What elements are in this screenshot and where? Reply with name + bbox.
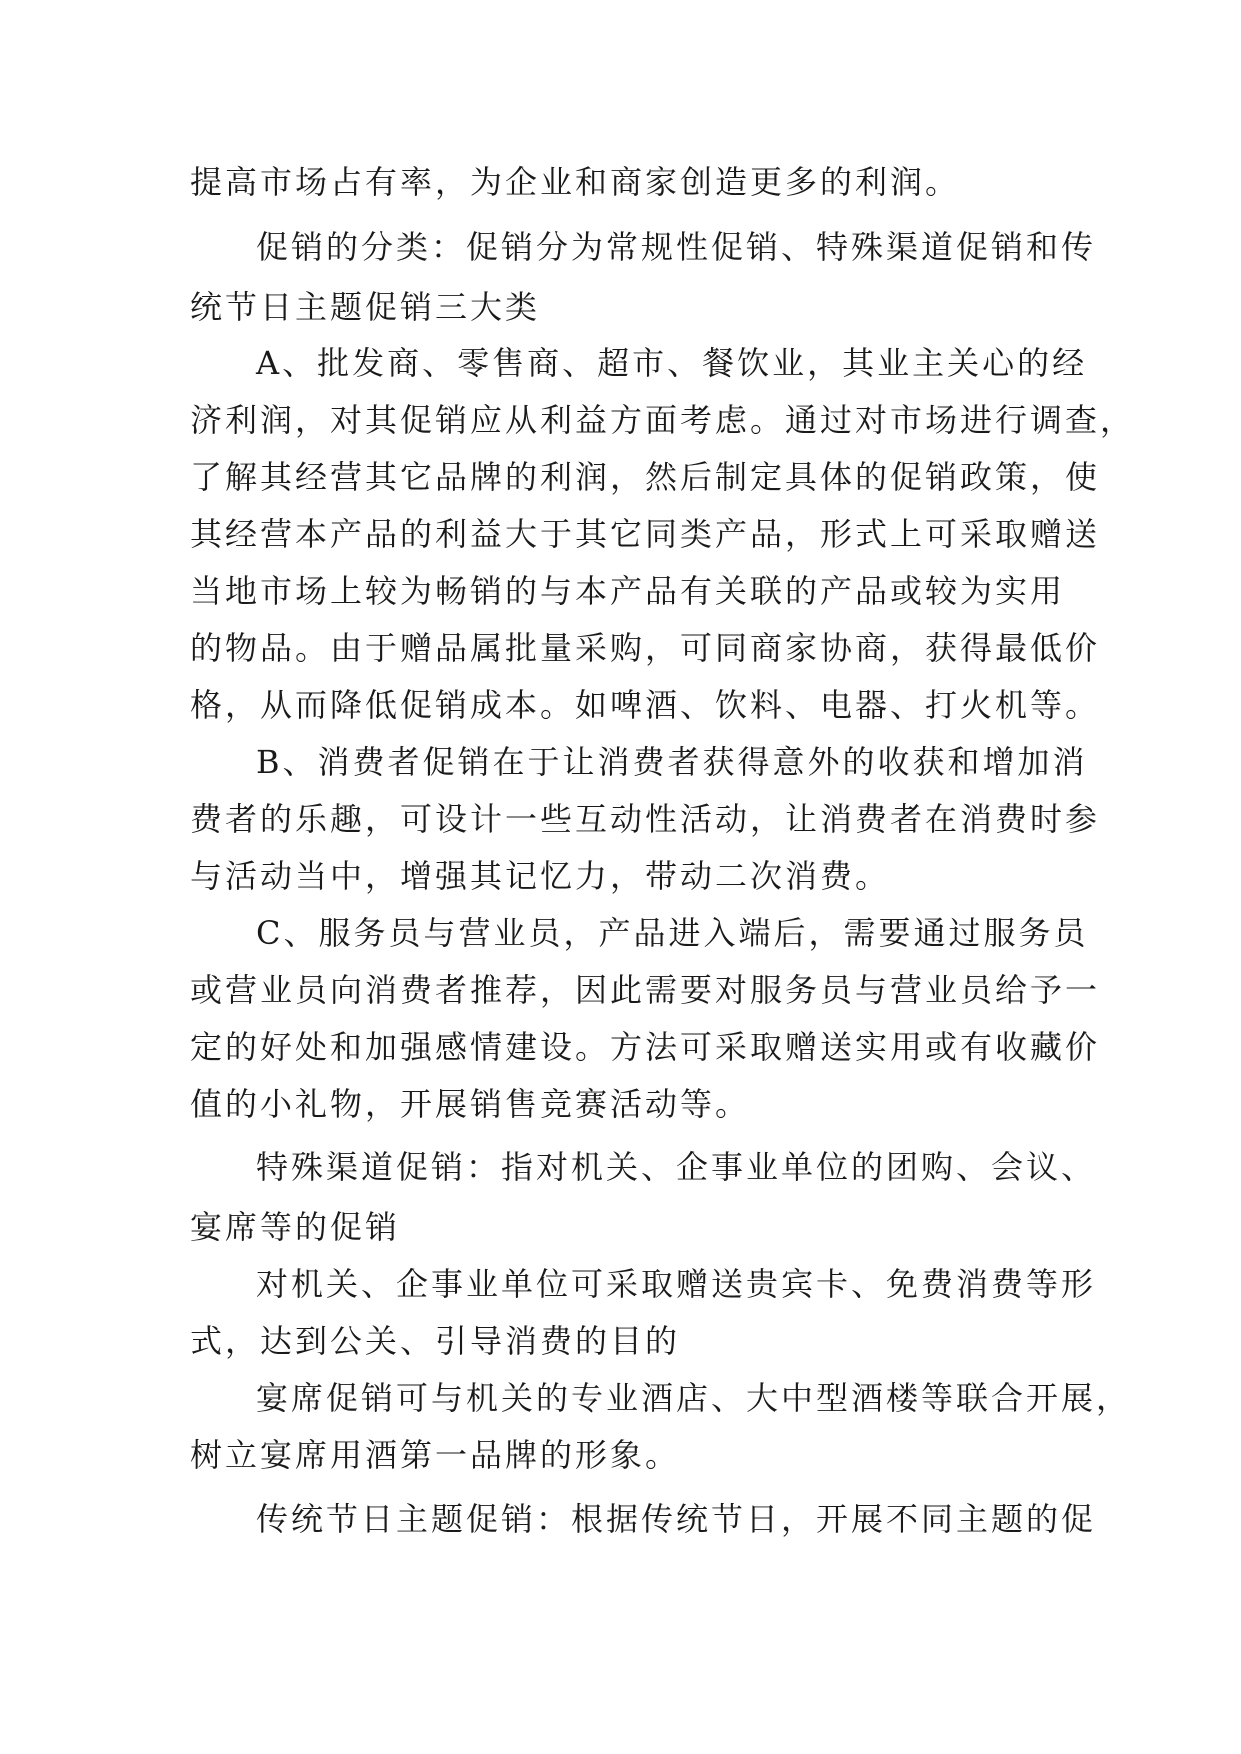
text-line: 宴席促销可与机关的专业酒店、大中型酒楼等联合开展， bbox=[256, 1379, 1132, 1417]
text-line: 式，达到公关、引导消费的目的 bbox=[190, 1322, 681, 1360]
text-line: 了解其经营其它品牌的利润，然后制定具体的促销政策，使 bbox=[190, 458, 1101, 496]
text-line: C、服务员与营业员，产品进入端后，需要通过服务员 bbox=[256, 914, 1089, 952]
text-line: 宴席等的促销 bbox=[190, 1208, 401, 1246]
text-line: 其经营本产品的利益大于其它同类产品，形式上可采取赠送 bbox=[190, 515, 1101, 553]
text-line: 特殊渠道促销：指对机关、企事业单位的团购、会议、 bbox=[256, 1148, 1097, 1186]
text-line: 格，从而降低促销成本。如啤酒、饮料、电器、打火机等。 bbox=[190, 686, 1101, 724]
text-line: 对机关、企事业单位可采取赠送贵宾卡、免费消费等形 bbox=[256, 1265, 1097, 1303]
text-line: A、批发商、零售商、超市、餐饮业，其业主关心的经 bbox=[256, 344, 1088, 382]
text-line: 与活动当中，增强其记忆力，带动二次消费。 bbox=[190, 857, 891, 895]
text-line: 传统节日主题促销：根据传统节日，开展不同主题的促 bbox=[256, 1500, 1097, 1538]
text-line: 当地市场上较为畅销的与本产品有关联的产品或较为实用 bbox=[190, 572, 1066, 610]
text-line: 费者的乐趣，可设计一些互动性活动，让消费者在消费时参 bbox=[190, 800, 1101, 838]
text-line: B、消费者促销在于让消费者获得意外的收获和增加消 bbox=[256, 743, 1088, 781]
text-line: 济利润，对其促销应从利益方面考虑。通过对市场进行调查， bbox=[190, 401, 1136, 439]
text-line: 提高市场占有率，为企业和商家创造更多的利润。 bbox=[190, 163, 961, 201]
text-line: 促销的分类：促销分为常规性促销、特殊渠道促销和传 bbox=[256, 228, 1097, 266]
text-line: 的物品。由于赠品属批量采购，可同商家协商，获得最低价 bbox=[190, 629, 1101, 667]
text-line: 统节日主题促销三大类 bbox=[190, 288, 541, 326]
text-line: 或营业员向消费者推荐，因此需要对服务员与营业员给予一 bbox=[190, 971, 1101, 1009]
text-line: 值的小礼物，开展销售竞赛活动等。 bbox=[190, 1085, 751, 1123]
text-line: 树立宴席用酒第一品牌的形象。 bbox=[190, 1436, 681, 1474]
text-line: 定的好处和加强感情建设。方法可采取赠送实用或有收藏价 bbox=[190, 1028, 1101, 1066]
